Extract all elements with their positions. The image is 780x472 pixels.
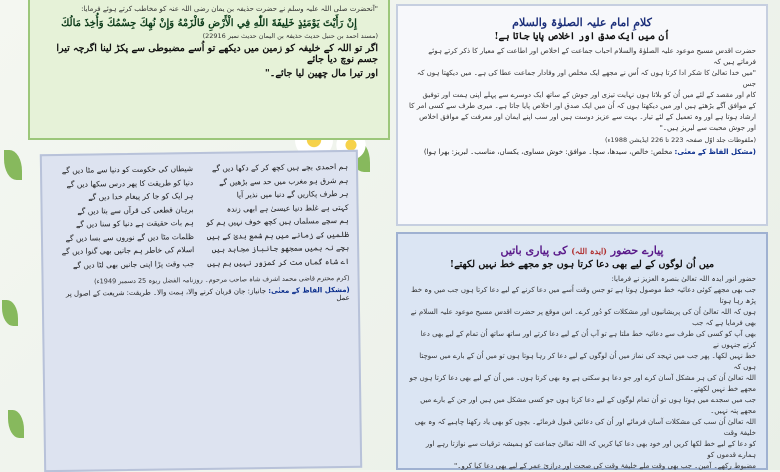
poem-line: بچے نہ ہمیں سمجھو جانباز مجاہد ہیں (211, 242, 350, 254)
huzoor-panel (396, 232, 768, 470)
hadith-reference: (مسند احمد بن حنبل حدیث حذیفۃ بن الیمان حدیث نمبر 22916) (202, 32, 378, 40)
poem-line: دنیا کو طریقت کا پھر درس سکھا دیں گے (66, 177, 194, 189)
poem-line: اے شاہ گماں مت کر کمزور نہیں ہم ہیں (207, 256, 350, 268)
kalam-body-line: کام اور مقصد کے لئے میں اُن کو بلاتا ہوں نہایت تیزی اور جوش کے ساتھ ایک دوسرے سے پہلے اپنی ہمت اور توفیق (422, 91, 756, 99)
glossary-text: جانباز: جان قربان کرنے والا، ہمت والا۔ طریقت: شریعت کے اصول پر عمل (65, 287, 350, 303)
glossary-label: (مشکل الفاظ کے معنٰی: (268, 285, 350, 296)
huzoor-body-line: خط نہیں لکھا۔ پھر جب میں تہجد کی نماز میں اُن لوگوں کے لیے دعا کر رہا ہوتا ہوں تو میں اُن کے بارے میں سوچتا ہوں کہ (419, 352, 756, 371)
kalam-subtitle: اُن میں ایک صدق اور اخلاص پایا جاتا ہے! (494, 31, 670, 42)
kalam-title: کلامِ امام علیہ الصلوٰۃ والسلام (512, 16, 652, 29)
kalam-lead: حضرت اقدس مسیح موعود علیہ الصلوٰۃ والسلام احباب جماعت کے اخلاص اور اطاعت کے معیار کا ذکر کرتے ہوئے فرماتے ہیں کہ (428, 47, 756, 66)
poem-line: ہر طرف پکاریں گے دنیا میں نذیر آیا (236, 188, 349, 200)
kalam-body-line: "میں خدا تعالیٰ کا شکر ادا کرتا ہوں کہ اُس نے مجھے ایک مخلص اور وفادار جماعت عطا کی ہے۔ میں دیکھتا ہوں کہ جس (416, 69, 756, 88)
hadith-intro: "آنحضرت صلی اللہ علیہ وسلم نے حضرت حذیفہ بن یمان رضی اللہ عنہ کو مخاطب کرتے ہوئے فرمایا: (81, 5, 378, 13)
huzoor-body-line: بھی آپ کو کسی کی طرف سے دعائیہ خط ملتا ہے تو آپ اُن کے لیے دعا کرتے اور ساتھ ساتھ اُن تمام کے لیے بھی دعا کرتے جنہوں نے (420, 330, 756, 349)
huzoor-body-line: جب بھی مجھے کوئی دعائیہ خط موصول ہوتا ہے تو جس وقت اُسے میں دعا کرنے کے لیے دعا کرتا ہوں جب میں وہ خط پڑھ رہا ہوتا (411, 286, 756, 305)
poem-line: ہم سچے مسلماں ہیں کچھ خوف نہیں ہم کو (206, 215, 349, 227)
poem-line: ظلمات مٹا دیں گے نوروں سے بسا دیں گے (65, 231, 195, 243)
poem-card (40, 150, 362, 472)
poem-grid (50, 160, 349, 272)
huzoor-title (408, 244, 756, 257)
poem-line: ہم احمدی بچے ہیں کچھ کر کے دکھا دیں گے (211, 161, 349, 173)
hadith-arabic: إِنْ رَأَيْتَ يَوْمَئِذٍ خَلِيفَةَ اللّٰهِ فِي الْأَرْضِ فَالْزَمْهُ وَإِنْ نُهِكَ جِسْمُكَ وَأُخِذَ مَالُكَ (61, 18, 357, 29)
poem-line: ہر ایک کو جا کر پیغام خدا دیں گے (88, 191, 194, 202)
poem-reference: (کرم محترم قاضی محمد اشرف شاہ صاحب مرحوم۔ روزنامہ الفضل ربوہ 25 دسمبر 1949ء) (93, 273, 350, 286)
kalam-reference: (ملفوظات جلد اوّل صفحہ 223 تا 226 ایڈیشن 1988ء) (604, 136, 756, 144)
huzoor-body-line: اللہ تعالیٰ اُن کی ہر مشکل آسان کرے اور جو دعا ہو سکتی ہے وہ بھی کرتا ہوں۔ میں اُن کے لیے بھی دعا کرتا ہوں جو مجھے خط نہیں لکھتے۔ (409, 374, 756, 393)
huzoor-body-line: کو دعا کے لیے خط لکھا کریں اور خود بھی دعا کیا کریں کہ اللہ تعالیٰ جماعت کو ہمیشہ ترقیات سے نوازتا رہے اور ہمارے قدموں کو (425, 440, 756, 459)
glossary-label: (مشکل الفاظ کے معنٰی: (674, 148, 756, 156)
title-prefix: پیارے حضور (610, 244, 664, 257)
hadith-translation-end: اور تیرا مال چھین لیا جائے۔" (264, 68, 378, 79)
hadith-translation: اگر تو اللہ کے خلیفہ کو زمین میں دیکھے تو اُسے مضبوطی سے پکڑ لینا اگرچہ تیرا جسم نوچ دیا جائے (56, 43, 378, 65)
glossary-text: مخلص: خالص، سیدھا، سچا۔ موافق: خوش مساوی، یکساں، مناسب۔ لبریز: بھرا ہوا) (423, 148, 673, 156)
huzoor-subtitle: میں اُن لوگوں کے لیے بھی دعا کرتا ہوں جو مجھے خط نہیں لکھتے! (449, 259, 715, 270)
poem-glossary (52, 286, 350, 306)
huzoor-body-line: ہوں کہ اللہ تعالیٰ اُن کی پریشانیوں اور مشکلات کو دُور کرے۔ اس موقع پر حضرت اقدس مسیح موعود علیہ السلام نے بھی فرمایا ہے کہ جب (410, 308, 756, 327)
poem-column-left (50, 162, 195, 272)
kalam-panel (396, 4, 768, 226)
poem-line: ہم شرق ہو مغرب میں حد سے بڑھیں گے (218, 175, 349, 187)
kalam-glossary (408, 148, 756, 156)
poem-line: اسلام کی خاطر ہم جانیں بھی گنوا دیں گے (61, 245, 195, 256)
kalam-body-line: کے موافق آگے بڑھتے ہیں اور میں دیکھتا ہوں کہ اُن میں ایک صدق اور اخلاص پایا جاتا ہے۔ میری طرف سے کسی امر کا (409, 102, 756, 110)
poem-line: برہان قطعی کی قرآں سے بتا دیں گے (77, 204, 194, 216)
hadith-panel (28, 0, 390, 140)
kalam-body-line: اور جوش محبت سے لبریز ہیں۔" (659, 124, 756, 132)
huzoor-body-line: اللہ تعالیٰ اُن سب کی مشکلات آسان فرمائے اور اُن کی دعائیں قبول فرمائے۔ بچوں کو بھی یاد رکھنا چاہیے کہ وہ بھی خلیفۂ وقت (414, 418, 756, 437)
kalam-body-line: ارشاد ہوتا ہے اور وہ تعمیل کے لئے تیار۔ بہت سے عزیز دوست ہیں اور سب اپنے ایمان اور معرفت کے موافق اخلاص (419, 113, 756, 121)
poem-column-right (205, 160, 350, 270)
title-suffix: کی پیاری باتیں (500, 244, 568, 257)
poem-line: جب وقت پڑا اپنی جانیں بھی لٹا دیں گے (72, 258, 195, 270)
huzoor-lead: حضور انور ایدہ اللہ تعالیٰ بنصرہ العزیز نے فرمایا: (611, 275, 756, 283)
poem-line: ہم بات حقیقت ہے دنیا کو سنا دیں گے (75, 218, 194, 229)
poem-line: شیطاں کی حکومت کو دنیا سے مٹا دیں گے (61, 164, 194, 175)
poem-line: ظلمیں کے زمانے میں ہم شمع ہدیٰ کے ہیں (206, 229, 350, 241)
title-honorific: (ایدہ اللہ) (571, 246, 607, 256)
poem-line: کہتی ہے غلط دنیا عیسیٰ ہے ابھی زندہ (226, 202, 349, 214)
huzoor-body-line: مضبوط رکھے۔ آمین۔ جب بھی وقت ملے خلیفۂ وقت کی صحت اور درازیٔ عمر کے لیے بھی دعا کیا کرو۔" (454, 462, 756, 470)
huzoor-body-line: جب میں سجدے میں ہوتا ہوں تو اُن تمام لوگوں کے لیے دعا کرتا ہوں جو کسی مشکل میں ہیں اور جن کے بارے میں مجھے پتہ نہیں۔ (420, 396, 756, 415)
